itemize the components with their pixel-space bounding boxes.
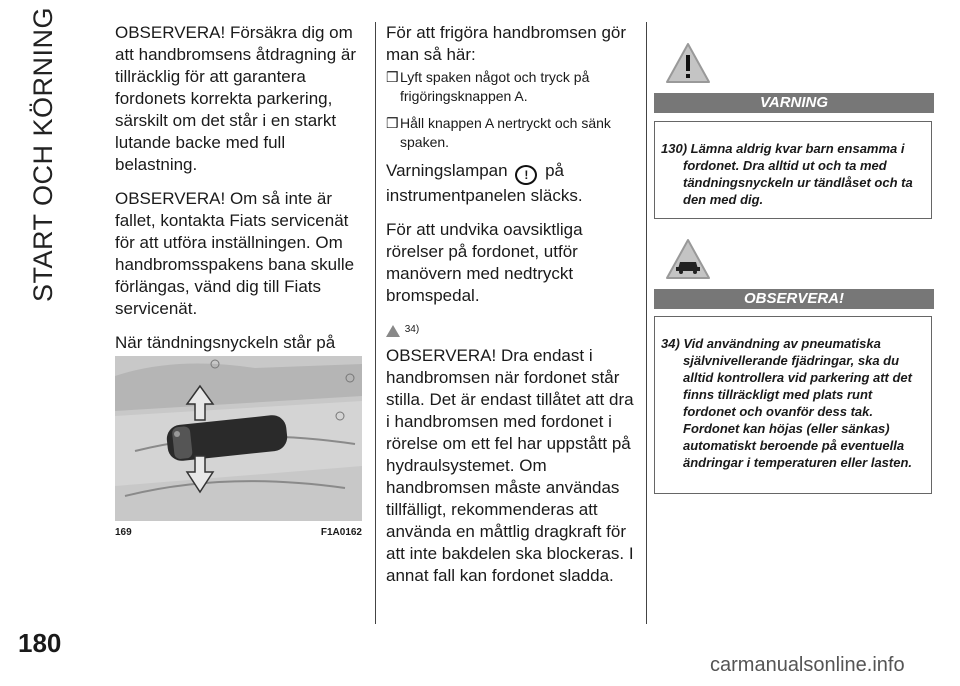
column-2 xyxy=(386,22,638,599)
note-title: OBSERVERA! xyxy=(654,289,934,309)
warning-triangle-icon xyxy=(665,42,711,84)
brake-warning-lamp-icon xyxy=(515,165,537,185)
reference-marker: 34) xyxy=(386,319,638,341)
paragraph-avoid-movement: För att undvika oavsiktliga rörelser på fordonet, utför manövern med nedtryckt bromspedal. xyxy=(386,220,583,305)
warning-box xyxy=(654,121,932,219)
column-divider xyxy=(646,22,647,624)
figure-caption xyxy=(115,527,362,538)
figure-number: 169 xyxy=(115,527,132,538)
bullet-box-icon: ❒ xyxy=(386,115,399,131)
note-text: 34) Vid användning av pneumatiska självnivellerande fjädringar, ska du alltid kontrollera vid parkering att det finns tillräckligt med plats runt fordonet och ovanför dess tak. Fordonet kan höjas (eller sänkas) automatiskt beroende på eventuella ändringar i temperaturen eller lasten. xyxy=(661,336,913,470)
paragraph-service: OBSERVERA! Om så inte är fallet, kontakta Fiats servicenät för att utföra inställningen. Om handbromsspakens bana skulle förlängas, vänd dig till Fiats servicenät. xyxy=(115,189,355,318)
column-divider xyxy=(375,22,376,624)
list-item: ❒ Håll knappen A nertryckt och sänk spaken. xyxy=(386,115,611,150)
list-item: ❒ Lyft spaken något och tryck på frigöringsknappen A. xyxy=(386,69,590,104)
car-triangle-icon xyxy=(665,238,711,280)
figure-code: F1A0162 xyxy=(320,527,362,538)
paragraph-observera: OBSERVERA! Dra endast i handbromsen när fordonet står stilla. Det är endast tillåtet att dra i handbromsen med fordonet i rörelse om ett fel har uppstått på hydraulsystemet. Om handbromsen måste användas tillfälligt, rekommenderas att använda en måttlig dragkraft för att inte bakdelen ska blockeras. I annat fall kan fordonet sladda. xyxy=(386,346,634,585)
handbrake-illustration xyxy=(115,356,362,521)
bullet-box-icon: ❒ xyxy=(386,69,399,85)
release-intro: För att frigöra handbromsen gör man så här: xyxy=(386,23,627,64)
warning-title: VARNING xyxy=(654,93,934,113)
paragraph-lamp-on: När tändningsnyckeln står på ! xyxy=(115,332,365,423)
handbrake-figure xyxy=(115,356,362,521)
footer-watermark: carmanualsonline.info xyxy=(710,654,905,676)
note-box xyxy=(654,316,932,494)
note-triangle-icon xyxy=(386,325,400,337)
section-title: START OCH KÖRNING xyxy=(28,6,59,303)
paragraph-lamp-off: Varningslampan ! på instrumentpanelen släcks. xyxy=(386,160,638,207)
warning-text: 130) Lämna aldrig kvar barn ensamma i fordonet. Dra alltid ut och ta med tändningsnyckeln ur tändlåset och ta den med dig. xyxy=(661,141,913,207)
page-number: 180 xyxy=(18,628,62,658)
paragraph-adjust: OBSERVERA! Försäkra dig om att handbromsens åtdragning är tillräcklig för att garantera fordonets korrekta parkering, särskilt om det står i en starkt lutande backe med full belastning. xyxy=(115,23,356,174)
